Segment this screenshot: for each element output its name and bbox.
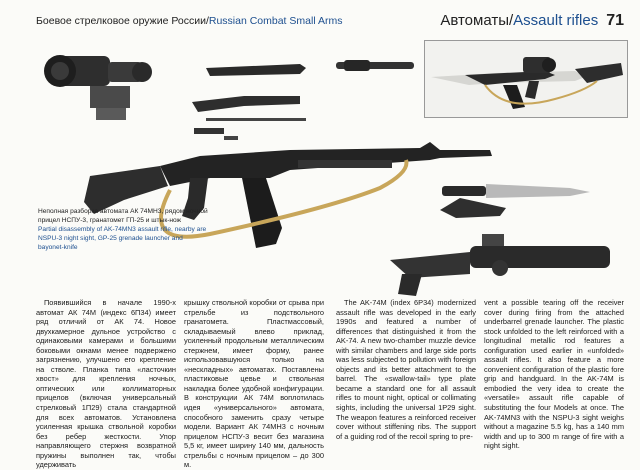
- section-title: [440, 12, 624, 30]
- book-title: [36, 15, 342, 27]
- paragraph-en-2: vent a possible tearing off the receiver cover during firing from the attached underbarrel grenade launcher. The plastic stock unfolded to the left reinforced with a longitudinal metallic rod features a configuration used earlier in «unfolded» assault rifles. It also feature a more convenient configuration of the plastic fore grip and handguard. In the AK-74M is embodied the very idea to create the «versatile» assault rifle capable of substituting the four Models at once. The AK-74MN3 with the NSPU-3 sight weighs without a magazine 5.5 kg, has a 140 mm width and up to 300 m range of fire with a night sight.: [484, 298, 624, 451]
- paragraph-ru-2: крышку ствольной коробки от срыва при стрельбе из подствольного гранатомета. Пластмассовый, складываемый влево приклад, усиленный продольным металлическим стержнем, имеет форму, ранее использовавшуюся только на «нескладных» автоматах. Поставлены пластиковые цевье и ствольная накладка более удобной конфигурации. В конструкции АК 74М воплотилась идея «универсального» автомата, способного заменить сразу четыре модели. Вариант АК 74МН3 с ночным прицелом НСПУ-3 весит без магазина 5,5 кг, имеет ширину 140 мм, дальность стрельбы с ночным прицелом – до 300 м.: [184, 298, 324, 470]
- assembled-rifle-image: [425, 41, 627, 117]
- body-column-2: [184, 298, 324, 470]
- article-body: [36, 298, 624, 470]
- body-column-4: [484, 298, 624, 451]
- figure-caption: [38, 208, 208, 253]
- paragraph-ru-1: Появившийся в начале 1990-х автомат АК 74М (индекс 6П34) имеет ряд отличий от АК 74. Новое двухкамерное дульное устройство с одинаковыми камерами и большими боковыми окнами менее подвержено загрязнению, улучшено его крепление на стволе. Планка типа «ласточкин хвост» для крепления ночных, оптических или коллиматорных прицелов (включая универсальный стрелковый 1П29) стала стандартной для всех автоматов. Установлена усиленная крышка ствольной коробки без ребер жесткости. Упор направляющего стержня возвратной пружины выполнен так, чтобы удерживать: [36, 298, 176, 470]
- section-title-ru: Автоматы/: [440, 12, 514, 29]
- book-title-ru: Боевое стрелковое оружие России/: [36, 15, 209, 27]
- page-header: [0, 0, 640, 36]
- night-sight-image: [44, 55, 152, 120]
- assembled-rifle-inset: [424, 40, 628, 118]
- gas-tube-image: [336, 60, 414, 71]
- body-column-3: [336, 298, 476, 441]
- paragraph-en-1: The AK-74M (index 6P34) modernized assault rifle was developed in the early 1990s and featured a number of differences that distinguished it from the AK-74. A new two-chamber muzzle device with similar chambers and large side ports was less subjected to pollution with foreign objects and its better attachment to the barrel. The «swallow-tail» type plate became a standard one for all assault rifles to mount night, optical or collimating sights, including the universal 1P29 sight. The weapon features a reinforced receiver cover without stiffening ribs. The support of a guiding rod of the recoil spring to pre-: [336, 298, 476, 441]
- book-title-en: Russian Combat Small Arms: [208, 15, 343, 27]
- grenade-launcher-image: [390, 234, 610, 296]
- caption-ru: Неполная разборка автомата АК 74МН3, рядом ночной прицел НСПУ-3, гранатомет ГП-25 и штык-нож: [38, 208, 208, 224]
- bolt-carrier-image: [192, 96, 306, 140]
- receiver-cover-image: [206, 64, 306, 76]
- caption-en: Partial disassembly of AK-74MN3 assault rifle, nearby are NSPU-3 night sight, GP-25 grenade launcher and bayonet-knife: [38, 226, 207, 251]
- bayonet-image: [440, 184, 590, 218]
- page-number: 71: [606, 12, 624, 29]
- body-column-1: [36, 298, 176, 470]
- section-title-en: Assault rifles: [513, 12, 599, 29]
